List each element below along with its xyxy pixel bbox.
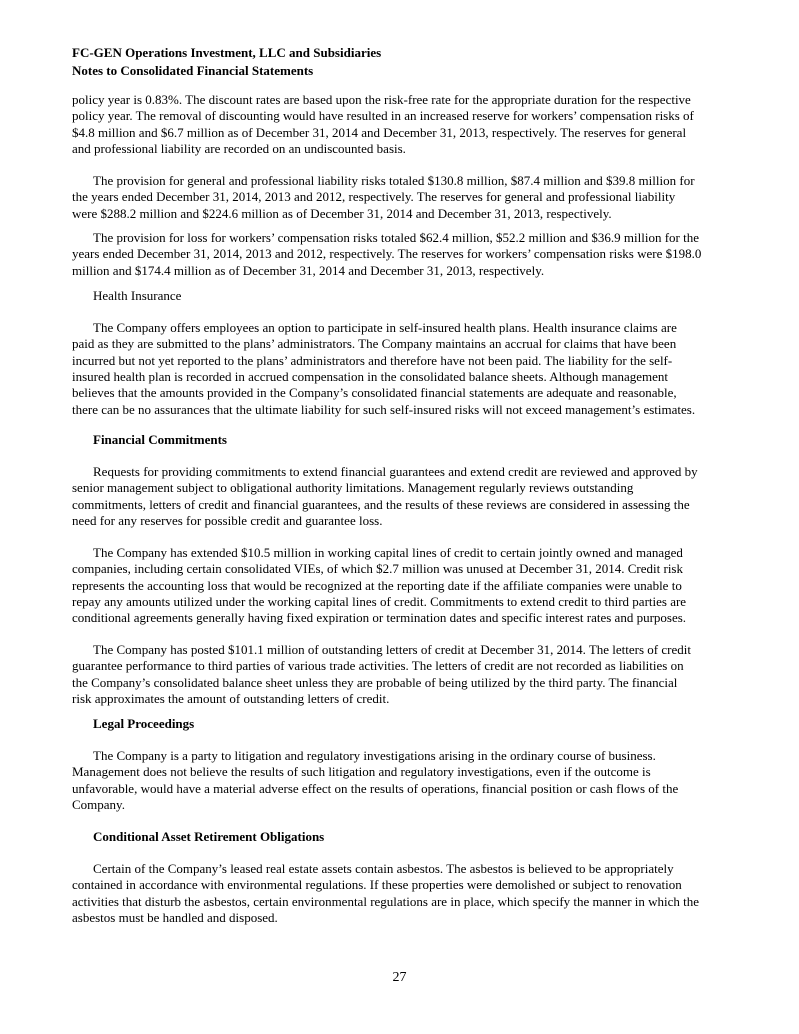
paragraph-commitments [72, 464, 732, 529]
text-line: Requests for providing commitments to extend financial guarantees and extend credit are reviewed and approved by [93, 464, 698, 479]
heading-legal-proceedings: Legal Proceedings [93, 716, 195, 731]
paragraph-legal [72, 748, 732, 813]
text-line: unfavorable, would have a material adverse effect on the results of operations, financial position or cash flows of the [72, 780, 679, 796]
text-line: were $288.2 million and $224.6 million as of December 31, 2014 and December 31, 2013, respectively. [72, 205, 612, 221]
text-line: Company. [72, 797, 125, 813]
text-line: and professional liability are recorded on an undiscounted basis. [72, 141, 406, 157]
text-line: The Company is a party to litigation and regulatory investigations arising in the ordinary course of business. [93, 748, 656, 763]
paragraph-discount [72, 92, 732, 157]
text-line: activities that disturb the asbestos, certain environmental regulations are in place, which specify the manner in which the [72, 893, 700, 909]
text-line: The Company has posted $101.1 million of outstanding letters of credit at December 31, 2014. The letters of credit [93, 642, 691, 657]
text-line: need for any reserves for possible credit and guarantee loss. [72, 513, 383, 529]
text-line: insured health plan is recorded in accrued compensation in the consolidated balance sheets. Although management [72, 369, 669, 385]
heading-financial-commitments: Financial Commitments [93, 432, 227, 447]
text-line: incurred but not yet reported to the plans’ administrators and therefore have not been paid. The liability for the self- [72, 352, 673, 368]
text-line: million and $174.4 million as of December 31, 2014 and December 31, 2013, respectively. [72, 262, 545, 278]
text-line: risk approximates the amount of outstanding letters of credit. [72, 691, 390, 707]
paragraph-health-insurance [72, 320, 732, 418]
text-line: represents the accounting loss that would be recognized at the reporting date if the affiliate companies were unable to [72, 577, 682, 593]
company-name: FC-GEN Operations Investment, LLC and Subsidiaries [72, 45, 382, 60]
text-line: contained in accordance with environmental regulations. If these properties were demolished or subject to renovation [72, 877, 682, 893]
text-line: Management does not believe the results of such litigation and regulatory investigations, even if the outcome is [72, 764, 651, 780]
text-line: policy year. The removal of discounting would have resulted in an increased reserve for workers’ compensation risks of [72, 108, 694, 124]
text-line: The provision for loss for workers’ compensation risks totaled $62.4 million, $52.2 million and $36.9 million for the [93, 230, 699, 245]
text-line: years ended December 31, 2014, 2013 and 2012, respectively. The reserves for workers’ compensation risks were $198.0 [72, 246, 702, 262]
text-line: Certain of the Company’s leased real estate assets contain asbestos. The asbestos is believed to be appropriately [93, 861, 674, 876]
text-line: The Company has extended $10.5 million in working capital lines of credit to certain jointly owned and managed [93, 545, 683, 560]
heading-asset-retirement: Conditional Asset Retirement Obligations [93, 829, 325, 844]
text-line: conditional agreements generally having fixed expiration or termination dates and specific interest rates and purposes. [72, 610, 687, 626]
paragraph-workers-comp [72, 230, 732, 279]
heading-health-insurance: Health Insurance [93, 288, 182, 303]
document-header [72, 44, 732, 80]
text-line: repay any amounts utilized under the working capital lines of credit. Commitments to extend credit to third parties are [72, 594, 687, 610]
paragraph-letters-of-credit [72, 642, 732, 707]
text-line: The provision for general and professional liability risks totaled $130.8 million, $87.4 million and $39.8 million for [93, 173, 695, 188]
text-line: companies, including certain consolidated VIEs, of which $2.7 million was unused at December 31, 2014. Credit risk [72, 561, 683, 577]
text-line: the years ended December 31, 2014, 2013 and 2012, respectively. The reserves for general and professional liability [72, 189, 676, 205]
text-line: the Company’s consolidated balance sheet unless they are probable of being utilized by the third party. The financial [72, 674, 678, 690]
text-line: policy year is 0.83%. The discount rates are based upon the risk-free rate for the appropriate duration for the respective [72, 92, 691, 107]
text-line: believes that the amounts provided in the Company’s consolidated financial statements are adequate and reasonable, [72, 385, 677, 401]
text-line: there can be no assurances that the ultimate liability for such self-insured risks will not exceed management’s estimates. [72, 401, 696, 417]
text-line: The Company offers employees an option to participate in self-insured health plans. Health insurance claims are [93, 320, 677, 335]
text-line: $4.8 million and $6.7 million as of December 31, 2014 and December 31, 2013, respectively. The reserves for general [72, 124, 687, 140]
paragraph-lines-of-credit [72, 545, 732, 627]
page-number: 27 [392, 970, 407, 985]
text-line: commitments, letters of credit and financial guarantees, and the results of these reviews are considered in assessing the [72, 496, 690, 512]
text-line: guarantee performance to third parties of various trade activities. The letters of credit are not recorded as liabilities on [72, 658, 684, 674]
text-line: asbestos must be handled and disposed. [72, 910, 278, 926]
paragraph-general-liability [72, 173, 732, 222]
document-subtitle: Notes to Consolidated Financial Statements [72, 63, 314, 78]
text-line: paid as they are submitted to the plans’ administrators. The Company maintains an accrual for claims that have been [72, 336, 677, 352]
text-line: senior management subject to obligational authority limitations. Management regularly reviews outstanding [72, 480, 634, 496]
paragraph-asbestos [72, 861, 732, 926]
